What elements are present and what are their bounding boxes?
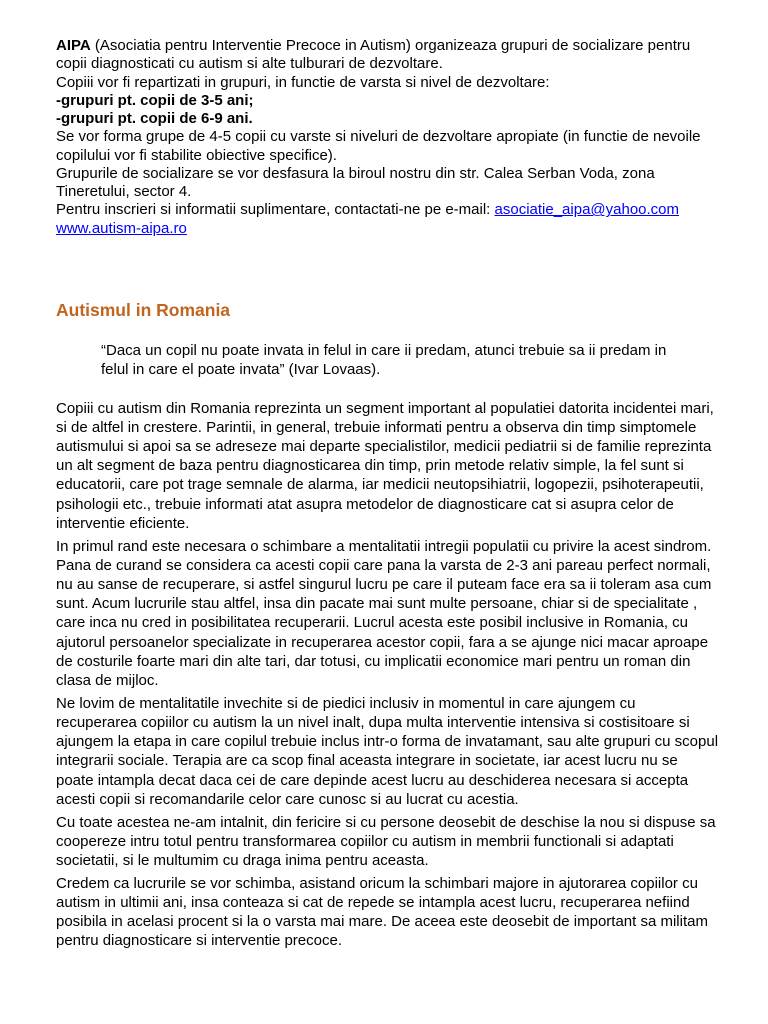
text-line: pentru diagnosticare si interventie precoce. <box>56 932 342 950</box>
announcement-block <box>56 37 701 238</box>
text-line: Copiii cu autism din Romania reprezinta un segment important al populatiei datorita incidentei mari, <box>56 399 714 417</box>
text-line: interventie eficiente. <box>56 514 190 532</box>
quote-line: “Daca un copil nu poate invata in felul in care ii predam, atunci trebuie sa ii predam in <box>101 341 667 359</box>
org-name: AIPA <box>56 37 91 54</box>
paragraph <box>56 399 718 533</box>
text-line: societatii, si le multumim cu draga inima pentru aceasta. <box>56 851 429 869</box>
text-line: un alt segment de baza pentru diagnosticarea din timp, prin metode relativ simple, la fel sunt si <box>56 457 684 475</box>
section-heading: Autismul in Romania <box>56 300 231 320</box>
age-group-6-9: -grupuri pt. copii de 6-9 ani. <box>56 110 253 127</box>
group-size-line: Se vor forma grupe de 4-5 copii cu varste si niveluri de dezvoltare apropiate (in functie de nevoile <box>56 128 701 146</box>
text-line: recuperarea copiilor cu autism la un nivel inalt, dupa multa interventie intensiva si costisitoare si <box>56 713 690 731</box>
text-line: de costurile foarte mari din alte tari, dar totusi, cu implicatii economice mari pentru un roman din <box>56 652 691 670</box>
paragraph <box>56 813 718 871</box>
contact-text: Pentru inscrieri si informatii suplimentare, contactati-ne pe e-mail: <box>56 201 495 219</box>
website-line <box>56 220 701 238</box>
text-line: integrarii sociale. Terapia are ca scop final aceasta integrare in societate, iar acest lucru nu se <box>56 752 678 770</box>
text-line: ajungem la etapa in care copilul trebuie inclus intr-o forma de invatamant, sau alte grupuri cu scopul <box>56 733 719 751</box>
paragraph <box>56 874 718 951</box>
text-line: acesti copii si recomandarile celor care cunosc si au lucrat cu acestia. <box>56 790 519 808</box>
org-intro-line <box>56 37 701 55</box>
location-line: Tineretului, sector 4. <box>56 183 192 200</box>
text-line: Credem ca lucrurile se vor schimba, asistand oricum la schimbari majore in ajutorarea copiilor cu <box>56 874 698 892</box>
text-line: ajutorul persoanelor specializate in recuperarea acestor copii, fara a se ajunge nici macar aproape <box>56 633 709 651</box>
text-line: educatorii, care pot trage semnale de alarma, iar medicii neutopsihiatrii, logopezii, psihoterapeutii, <box>56 476 704 494</box>
text-line: psihologii etc., trebuie informati atat asupra metodelor de diagnosticare cat si asupra celor de <box>56 495 674 513</box>
text-line: Ne lovim de mentalitatile invechite si de piedici inclusiv in momentul in care ajungem cu <box>56 694 636 712</box>
text-line: In primul rand este necesara o schimbare a mentalitatii intregii populatii cu privire la acest sindrom. <box>56 537 712 555</box>
age-group-3-5: -grupuri pt. copii de 3-5 ani; <box>56 91 254 109</box>
website-link[interactable]: www.autism-aipa.ro <box>56 219 187 237</box>
email-link[interactable]: asociatie_aipa@yahoo.com <box>494 201 680 219</box>
text-line: autismului si apoi sa se adreseze mai departe specialistilor, medicii pediatrii si de familie reprezinta <box>56 437 712 455</box>
quote-line: felul in care el poate invata” (Ivar Lovaas). <box>101 360 381 378</box>
text-line: Cu toate acestea ne-am intalnit, din fericire si cu persone deosebit de deschise la nou si dispuse sa <box>56 813 716 831</box>
group-size-line: copilului vor fi stabilite obiective specifice). <box>56 146 337 164</box>
text-line: si de altfel in crestere. Parintii, in general, trebuie informati pentru a observa din timp simptomele <box>56 418 697 436</box>
text-line: clasa de mijloc. <box>56 671 159 689</box>
groups-intro: Copiii vor fi repartizati in grupuri, in functie de varsta si nivel de dezvoltare: <box>56 73 550 91</box>
paragraph <box>56 537 718 691</box>
text-line: coopereze intru totul pentru transformarea copiilor cu autism in membrii functionali si adaptati <box>56 832 674 850</box>
location-line: Grupurile de socializare se vor desfasura la biroul nostru din str. Calea Serban Voda, zona <box>56 164 655 182</box>
article-body <box>56 399 718 955</box>
text-line: nu au sanse de recuperare, si astfel singurul lucru pe care il puteam face era sa ii toleram asa cum <box>56 575 712 593</box>
text-line: sunt. Acum lucrurile stau altfel, insa din pacate mai sunt multe persoane, chiar si de specialitate , <box>56 595 698 613</box>
text-line: poate intampla decat daca cei de care depinde acest lucru au deschiderea necesara si accepta <box>56 771 689 789</box>
org-description: (Asociatia pentru Interventie Precoce in Autism) organizeaza grupuri de socializare pentru <box>90 37 691 54</box>
text-line: Pana de curand se considera ca acesti copii care pana la varsta de 2-3 ani pareau perfect normali, <box>56 556 711 574</box>
org-intro-line-2: copii diagnosticati cu autism si alte tulburari de dezvoltare. <box>56 55 443 73</box>
quote-block <box>101 341 666 379</box>
paragraph <box>56 694 718 809</box>
text-line: posibila in acelasi procent si la o varsta mai mare. De aceea este deosebit de important sa militam <box>56 913 708 931</box>
contact-line <box>56 201 701 219</box>
text-line: care inca nu cred in posibilitatea recuperarii. Lucrul acesta este posibil inclusive in Romania, cu <box>56 614 688 632</box>
text-line: autism in ultimii ani, insa conteaza si cat de repede se intampla acest lucru, recuperarea nefiind <box>56 893 690 911</box>
